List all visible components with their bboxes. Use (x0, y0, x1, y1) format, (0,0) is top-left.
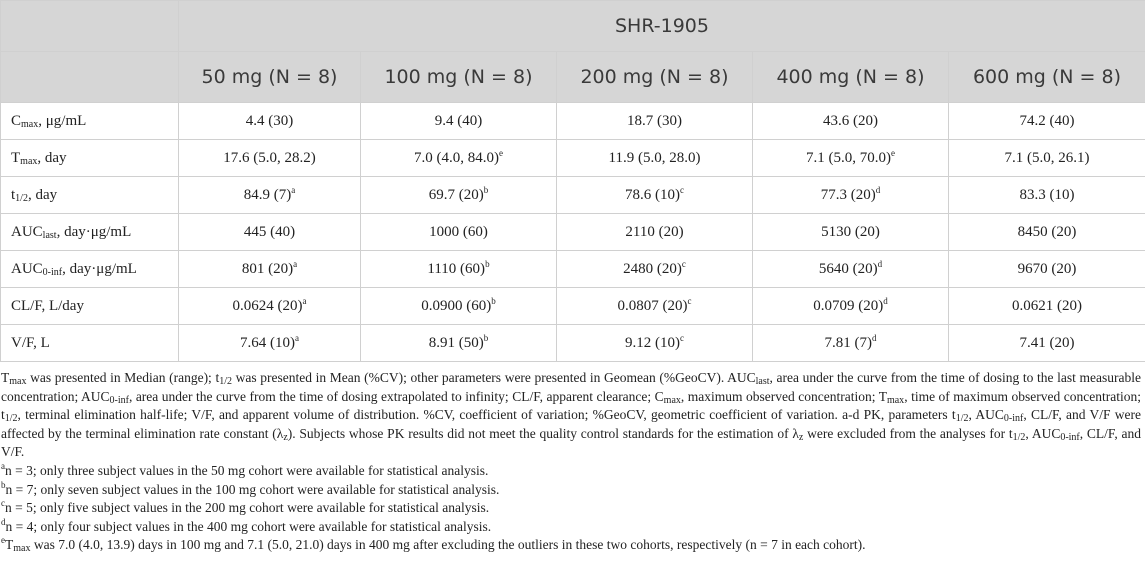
cell-value: 7.41 (20) (1019, 334, 1075, 351)
note-text: , area under the curve from the time of dosing extrapolated to infinity; CL/F, apparent clearance; C (128, 388, 664, 404)
cell-value: 77.3 (20) (820, 186, 876, 203)
table-cell (753, 251, 949, 288)
abbreviations-note (1, 369, 1141, 462)
note-text: n = 5; only five subject values in the 200 mg cohort were available for statistical analysis. (5, 500, 490, 516)
note-text: ). Subjects whose PK results did not meet the quality control standards for the estimation of λ (287, 425, 799, 441)
table-cell (949, 140, 1145, 177)
table-cell (179, 214, 361, 251)
note-superscript: c (1, 498, 5, 509)
row-label (1, 251, 179, 288)
note-subscript: max (13, 543, 31, 555)
header-corner (1, 1, 179, 52)
footnote-marker: c (680, 184, 684, 195)
table-cell (753, 288, 949, 325)
cell-value: 8.91 (50) (428, 334, 484, 351)
row-label-main: V/F, L (11, 334, 50, 351)
cell-value: 11.9 (5.0, 28.0) (608, 149, 701, 166)
note-text: , area under the curve from the time of dosing to the last measurable concentration; AUC (1, 370, 1142, 404)
row-label-subscript: 0-inf (42, 266, 63, 278)
footnote-marker: d (875, 184, 881, 195)
note-text: , time of maximum observed concentration; t (1, 388, 1141, 423)
note-text: was 7.0 (4.0, 13.9) days in 100 mg and 7.1 (5.0, 21.0) days in 400 mg after excluding the outliers in these two cohorts, respectively (n = 7 in each cohort). (30, 537, 866, 553)
row-label-unit: , day·μg/mL (56, 223, 132, 240)
cell-value: 5130 (20) (821, 223, 880, 240)
footnote-marker: a (295, 332, 299, 343)
row-label-unit: , day·μg/mL (62, 260, 137, 277)
cell-value: 5640 (20) (818, 260, 878, 277)
footnote-marker: a (302, 295, 307, 306)
table-cell (557, 214, 753, 251)
footnote-marker: b (491, 295, 496, 306)
note-subscript: last (755, 376, 770, 387)
row-label-subscript: 1/2 (15, 192, 28, 204)
cell-value: 9.4 (40) (434, 112, 483, 129)
row-label-main: T (11, 149, 21, 166)
table-cell (361, 251, 557, 288)
footnote (1, 481, 1141, 500)
table-footnotes (1, 369, 1141, 555)
cell-value: 0.0900 (60) (421, 297, 492, 314)
footnote-marker: c (687, 295, 692, 306)
table-cell (179, 325, 361, 362)
cell-value: 17.6 (5.0, 28.2) (223, 149, 316, 166)
note-superscript: e (1, 535, 5, 546)
cell-value: 1000 (60) (429, 223, 488, 240)
note-subscript: 1/2 (4, 413, 18, 425)
table-row (1, 103, 1145, 140)
row-label (1, 214, 179, 251)
row-label-subscript: last (42, 229, 57, 241)
table-cell (949, 288, 1145, 325)
table-row (1, 177, 1145, 214)
table-cell (557, 288, 753, 325)
table-cell (361, 214, 557, 251)
footnote (1, 518, 1141, 537)
column-header: 400 mg (N = 8) (753, 52, 949, 103)
table-cell (949, 251, 1145, 288)
table-cell (179, 251, 361, 288)
header-corner-lower (1, 52, 179, 103)
footnote-marker: d (872, 332, 877, 343)
footnote-marker: d (883, 295, 888, 306)
table-cell (361, 177, 557, 214)
footnote-marker: d (877, 258, 883, 269)
footnote (1, 499, 1141, 518)
row-label-main: C (11, 112, 22, 129)
note-subscript: 1/2 (219, 376, 232, 387)
table-cell (179, 288, 361, 325)
table-cell (949, 325, 1145, 362)
note-text: n = 4; only four subject values in the 400 mg cohort were available for statistical analysis. (5, 518, 492, 534)
note-subscript: 1/2 (955, 413, 969, 425)
table-cell (753, 214, 949, 251)
row-label (1, 325, 179, 362)
note-text: , CL/F, and V/F were affected by the terminal elimination rate constant (λ (1, 407, 1141, 441)
cell-value: 2480 (20) (623, 260, 682, 277)
cell-value: 0.0621 (20) (1012, 297, 1082, 314)
note-subscript: 0-inf (109, 394, 129, 406)
row-label (1, 288, 179, 325)
row-label-subscript: max (20, 155, 38, 167)
footnote-marker: a (291, 184, 296, 195)
cell-value: 4.4 (30) (245, 112, 294, 129)
row-label-main: AUC (11, 223, 43, 240)
note-text: n = 3; only three subject values in the 50 mg cohort were available for statistical analysis. (5, 462, 489, 478)
table-cell (753, 325, 949, 362)
note-subscript: 0-inf (1060, 431, 1080, 443)
table-cell (753, 103, 949, 140)
footnote-marker: b (485, 258, 490, 269)
cell-value: 0.0807 (20) (617, 297, 688, 314)
note-superscript: b (1, 479, 6, 490)
cell-value: 78.6 (10) (625, 186, 680, 203)
table-row (1, 140, 1145, 177)
table-row (1, 325, 1145, 362)
table-cell (361, 325, 557, 362)
cell-value: 7.64 (10) (240, 334, 295, 351)
table-cell (179, 103, 361, 140)
row-label-main: AUC (11, 260, 43, 277)
cell-value: 0.0709 (20) (813, 297, 884, 314)
cell-value: 18.7 (30) (627, 112, 682, 129)
note-text: was presented in Median (range); t (26, 370, 220, 385)
footnote (1, 536, 1141, 555)
table-body (1, 103, 1145, 362)
group-header: SHR-1905 (179, 1, 1145, 52)
cell-value: 74.2 (40) (1019, 112, 1075, 129)
row-label (1, 177, 179, 214)
column-header: 600 mg (N = 8) (949, 52, 1145, 103)
note-subscript: max (9, 376, 27, 387)
table-cell (949, 214, 1145, 251)
table-row (1, 214, 1145, 251)
table-cell (557, 140, 753, 177)
cell-value: 7.1 (5.0, 26.1) (1004, 149, 1090, 166)
note-text: , terminal elimination half-life; V/F, and apparent volume of distribution. %CV, coefficient of variation; %GeoCV, geometric coefficient of variation. a-d PK, parameters t (17, 407, 956, 423)
cell-value: 9670 (20) (1017, 260, 1077, 277)
table-cell (557, 251, 753, 288)
footnote (1, 462, 1141, 481)
column-header: 200 mg (N = 8) (557, 52, 753, 103)
table-cell (557, 325, 753, 362)
cell-value: 83.3 (10) (1019, 186, 1075, 203)
cell-value: 84.9 (7) (243, 186, 292, 203)
note-superscript: d (1, 516, 6, 527)
table-row (1, 288, 1145, 325)
note-subscript: max (886, 394, 905, 406)
cell-value: 801 (20) (241, 260, 294, 277)
column-header: 50 mg (N = 8) (179, 52, 361, 103)
row-label-unit: , day (37, 149, 67, 166)
footnote-marker: e (499, 147, 503, 158)
table-row (1, 251, 1145, 288)
footnote-marker: b (483, 332, 489, 343)
table-cell (179, 140, 361, 177)
cell-value: 2110 (20) (625, 223, 684, 240)
row-label-main: CL/F, L/day (11, 297, 84, 314)
cell-value: 7.1 (5.0, 70.0) (806, 149, 891, 166)
note-superscript: a (1, 460, 5, 471)
footnote-marker: e (891, 147, 895, 158)
table-cell (179, 177, 361, 214)
note-text: were excluded from the analyses for t (803, 425, 1013, 441)
note-text: , AUC (968, 407, 1004, 423)
cell-value: 43.6 (20) (823, 112, 878, 129)
footnote-marker: a (293, 258, 298, 269)
note-text: n = 7; only seven subject values in the 100 mg cohort were available for statistical analysis. (5, 481, 500, 497)
table-cell (557, 177, 753, 214)
cell-value: 445 (40) (243, 223, 296, 240)
note-subscript: z (798, 431, 804, 443)
note-text: , maximum observed concentration; T (680, 388, 887, 404)
cell-value: 9.12 (10) (625, 334, 680, 351)
table-cell (557, 103, 753, 140)
cell-value: 0.0624 (20) (232, 297, 303, 314)
table-cell (753, 177, 949, 214)
cell-value: 7.0 (4.0, 84.0) (414, 149, 499, 166)
table-cell (753, 140, 949, 177)
note-text: , AUC (1025, 425, 1061, 441)
cell-value: 8450 (20) (1017, 223, 1077, 240)
column-header: 100 mg (N = 8) (361, 52, 557, 103)
note-text: was presented in Mean (%CV); other parameters were presented in Geomean (%GeoCV). AUC (231, 370, 756, 385)
table-cell (361, 140, 557, 177)
footnote-marker: b (483, 184, 489, 195)
footnote-marker: c (681, 258, 686, 269)
row-label (1, 140, 179, 177)
row-label-subscript: max (21, 118, 39, 130)
note-subscript: 0-inf (1003, 413, 1024, 425)
note-text: T (5, 537, 14, 553)
cell-value: 69.7 (20) (428, 186, 484, 203)
table-cell (361, 288, 557, 325)
table-cell (361, 103, 557, 140)
row-label-main: t (11, 186, 16, 203)
cell-value: 1110 (60) (427, 260, 486, 277)
table-cell (949, 103, 1145, 140)
row-label-unit: , day (27, 186, 58, 203)
note-text: T (1, 370, 10, 385)
row-label (1, 103, 179, 140)
note-text: , CL/F, and V/F. (1, 425, 1141, 460)
note-subscript: 1/2 (1012, 431, 1026, 443)
note-subscript: max (663, 394, 681, 406)
footnote-marker: c (680, 332, 684, 343)
table-cell (949, 177, 1145, 214)
cell-value: 7.81 (7) (824, 334, 872, 351)
row-label-unit: , μg/mL (38, 112, 87, 129)
note-subscript: z (283, 431, 288, 443)
